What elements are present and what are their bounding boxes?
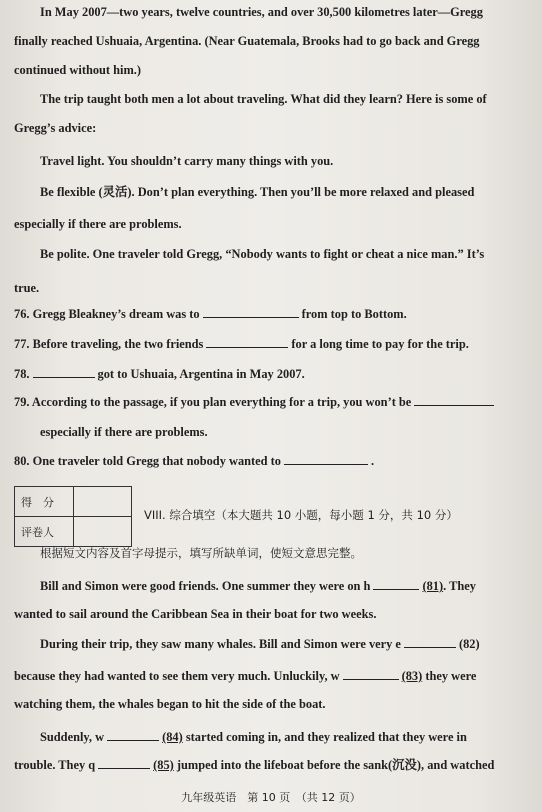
question-text: from top to Bottom. — [301, 307, 407, 321]
answer-blank-77[interactable] — [206, 335, 288, 348]
answer-blank-76[interactable] — [203, 305, 299, 318]
advice-line: Be flexible (灵活). Don’t plan everything. Then you’ll be more relaxed and pleased — [40, 185, 475, 199]
score-label: 得 分 — [15, 487, 74, 517]
passage-line: finally reached Ushuaia, Argentina. (Near Guatemala, Brooks had to go back and Gregg — [14, 34, 480, 48]
question-80 — [14, 452, 530, 469]
question-text: 77. Before traveling, the two friends — [14, 337, 204, 351]
section-instruction: 根据短文内容及首字母提示，填写所缺单词，使短文意思完整。 — [40, 546, 362, 560]
question-text: 79. According to the passage, if you plan everything for a trip, you won’t be — [14, 395, 412, 409]
question-text: got to Ushuaia, Argentina in May 2007. — [97, 367, 305, 381]
cloze-text: . They — [443, 579, 476, 593]
answer-blank-80[interactable] — [284, 452, 368, 465]
cloze-text: Bill and Simon were good friends. One summer they were on h — [40, 579, 371, 593]
cloze-line — [40, 577, 530, 594]
cloze-text: trouble. They q — [14, 758, 96, 772]
grader-label: 评卷人 — [15, 517, 74, 547]
question-76 — [14, 305, 530, 322]
passage-line: continued without him.) — [14, 63, 142, 77]
passage-line: Gregg’s advice: — [14, 121, 97, 135]
cloze-line — [14, 756, 530, 773]
cloze-blank-82[interactable] — [404, 635, 456, 648]
question-text: . — [370, 454, 375, 468]
cloze-text: jumped into the lifeboat before the sank(沉没), and watched — [176, 758, 495, 772]
grader-cell[interactable] — [73, 517, 132, 547]
advice-line: Travel light. You shouldn’t carry many things with you. — [40, 154, 334, 168]
cloze-text: because they had wanted to see them very much. Unluckily, w — [14, 669, 340, 683]
cloze-line: watching them, the whales began to hit the side of the boat. — [14, 697, 326, 711]
answer-blank-79[interactable] — [414, 393, 494, 406]
cloze-blank-85[interactable] — [98, 756, 150, 769]
cloze-text: started coming in, and they realized that they were in — [185, 730, 467, 744]
question-79-cont: especially if there are problems. — [40, 425, 208, 439]
cloze-blank-81[interactable] — [373, 577, 419, 590]
cloze-blank-83[interactable] — [343, 667, 399, 680]
question-text: 78. — [14, 367, 30, 381]
page-footer: 九年级英语 第 10 页 （共 12 页） — [181, 791, 361, 804]
passage-line: The trip taught both men a lot about traveling. What did they learn? Here is some of — [40, 92, 487, 106]
advice-line: Be polite. One traveler told Gregg, “Nobody wants to fight or cheat a nice man.” It’s — [40, 247, 485, 261]
cloze-line — [14, 667, 530, 684]
blank-number: (82) — [458, 637, 480, 651]
cloze-line — [40, 728, 530, 745]
blank-number: (84) — [162, 730, 183, 744]
cloze-text: Suddenly, w — [40, 730, 105, 744]
question-text: 76. Gregg Bleakney’s dream was to — [14, 307, 200, 321]
cloze-line — [40, 635, 530, 652]
answer-blank-78[interactable] — [33, 365, 95, 378]
cloze-blank-84[interactable] — [107, 728, 159, 741]
cloze-line: wanted to sail around the Caribbean Sea in their boat for two weeks. — [14, 607, 377, 621]
question-79 — [14, 393, 530, 410]
question-78 — [14, 365, 530, 382]
passage-line: In May 2007—two years, twelve countries, and over 30,500 kilometres later—Gregg — [40, 5, 483, 19]
blank-number: (83) — [401, 669, 423, 683]
question-text: for a long time to pay for the trip. — [291, 337, 469, 351]
blank-number: (85) — [153, 758, 174, 772]
cloze-text: they were — [425, 669, 477, 683]
question-77 — [14, 335, 530, 352]
question-text: 80. One traveler told Gregg that nobody wanted to — [14, 454, 281, 468]
advice-line: especially if there are problems. — [14, 217, 182, 231]
score-table — [14, 486, 132, 547]
score-cell[interactable] — [73, 487, 132, 517]
blank-number: (81) — [422, 579, 444, 593]
section-heading: VIII. 综合填空（本大题共 10 小题，每小题 1 分，共 10 分） — [144, 508, 458, 522]
advice-line: true. — [14, 281, 40, 295]
cloze-text: During their trip, they saw many whales. Bill and Simon were very e — [40, 637, 401, 651]
